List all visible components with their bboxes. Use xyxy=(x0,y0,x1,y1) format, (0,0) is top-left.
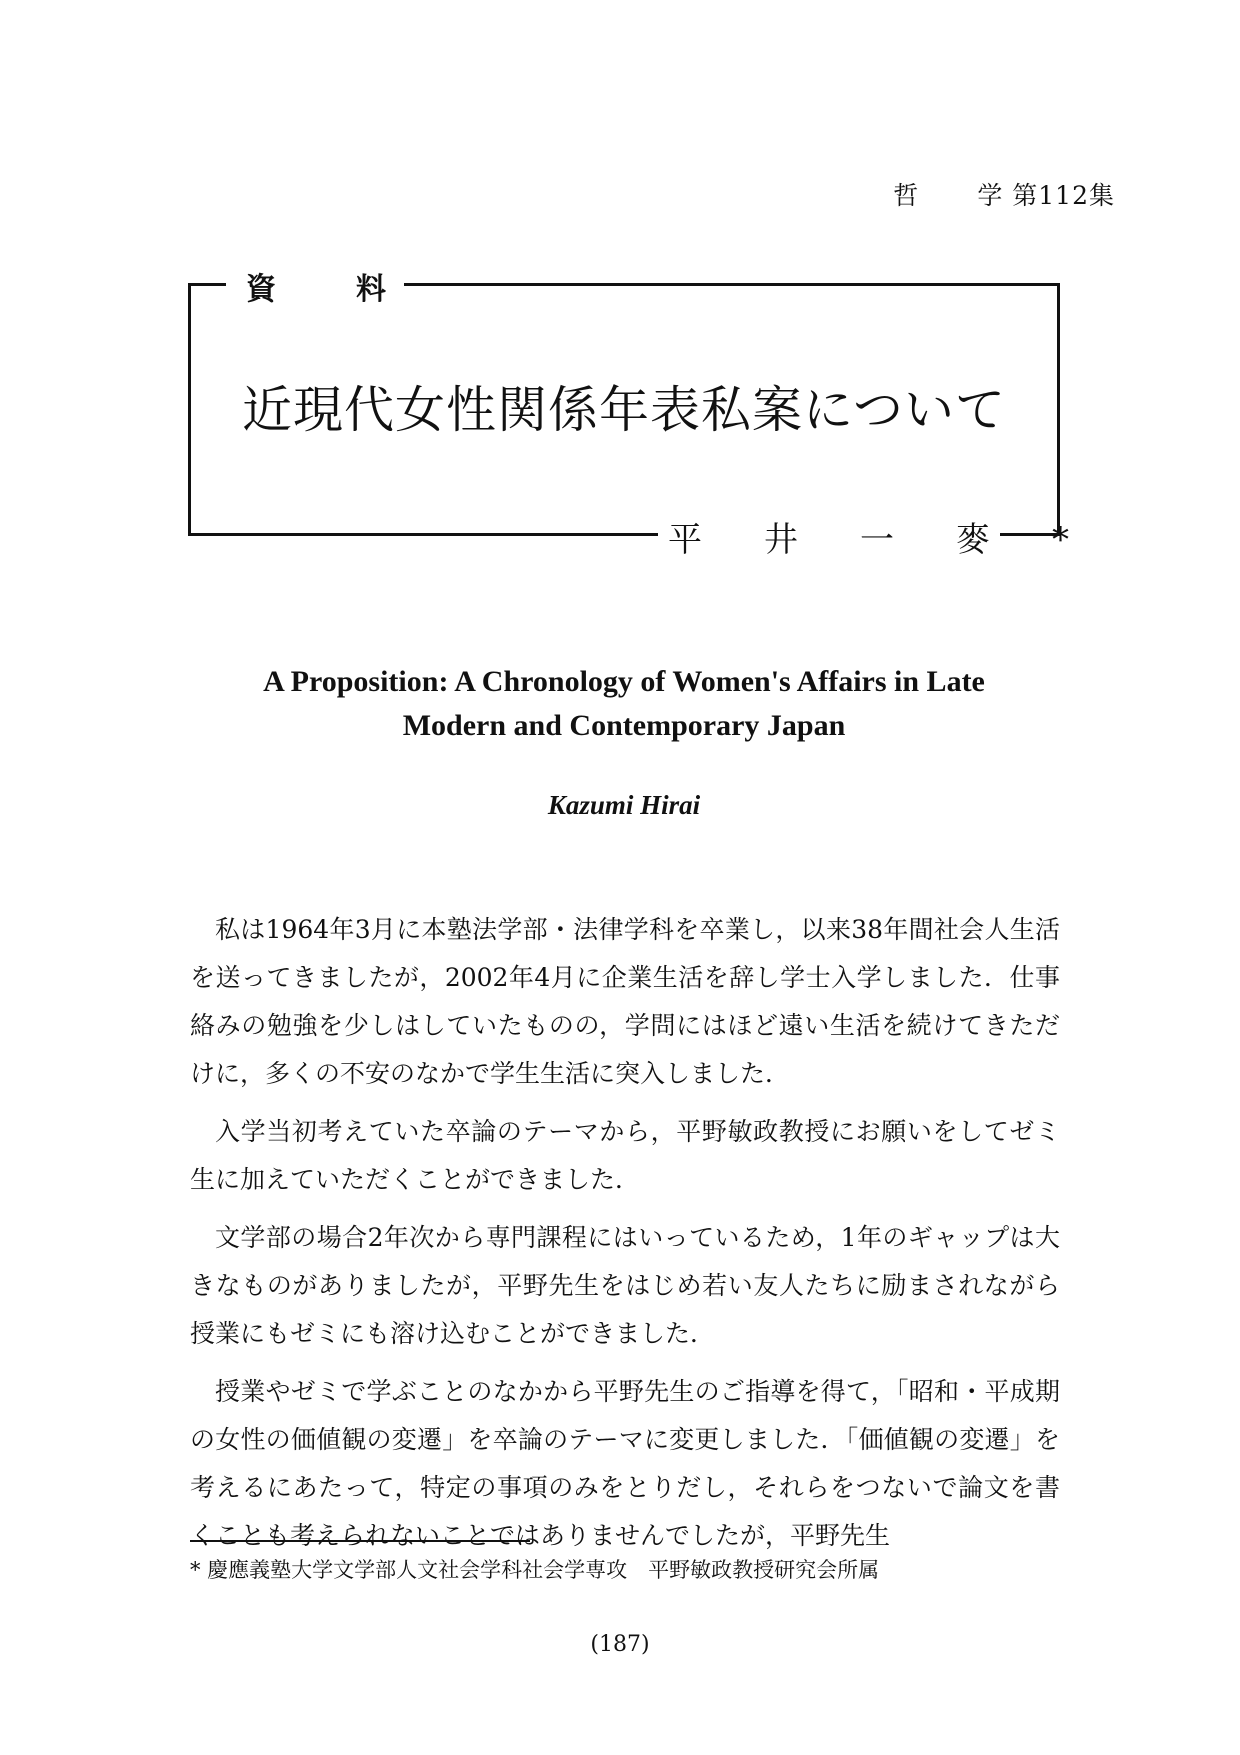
journal-name-part1: 哲 xyxy=(893,181,920,210)
body-paragraph: 私は1964年3月に本塾法学部・法律学科を卒業し，以来38年間社会人生活を送ってきましたが，2002年4月に企業生活を辞し学士入学しました．仕事絡みの勉強を少しはしていたものの，学問にはほど遠い生活を続けてきただけに，多くの不安のなかで学生生活に突入しました． xyxy=(190,915,1060,1088)
author-japanese: 平井一麥* xyxy=(668,520,1131,560)
japanese-title: 近現代女性関係年表私案について xyxy=(242,381,1006,439)
body-text xyxy=(190,906,1060,1570)
footnote: * 慶應義塾大学文学部人文社会学科社会学専攻 平野敏政教授研究会所属 xyxy=(190,1558,880,1582)
section-label-part1: 資 xyxy=(246,272,276,307)
page-number: (187) xyxy=(590,1632,650,1657)
journal-issue: 第112集 xyxy=(1012,181,1115,210)
english-title xyxy=(188,660,1060,748)
body-paragraph: 授業やゼミで学ぶことのなかから平野先生のご指導を得て，「昭和・平成期の女性の価値観の変遷」を卒論のテーマに変更しました．「価値観の変遷」を考えるにあたって，特定の事項のみをとりだし，それらをつないで論文を書くことも考えられないことではありませんでしたが，平野先生 xyxy=(190,1377,1060,1550)
footnote-rule xyxy=(190,1540,530,1542)
author-english: Kazumi Hirai xyxy=(547,790,701,820)
body-paragraph: 文学部の場合2年次から専門課程にはいっているため，1年のギャップは大きなものがありましたが，平野先生をはじめ若い友人たちに励まされながら授業にもゼミにも溶け込むことができました． xyxy=(190,1223,1060,1348)
frame-top-left-rule xyxy=(188,283,226,286)
section-label-part2: 料 xyxy=(356,272,386,307)
frame-top-right-rule xyxy=(404,283,1060,286)
english-title-line2: Modern and Contemporary Japan xyxy=(402,709,846,742)
english-title-line1: A Proposition: A Chronology of Women's Affairs in Late xyxy=(263,665,985,698)
frame-bottom-left-rule xyxy=(188,533,658,536)
journal-name-part2: 学 xyxy=(977,181,1004,210)
body-paragraph: 入学当初考えていた卒論のテーマから，平野敏政教授にお願いをしてゼミ生に加えていただくことができました． xyxy=(190,1117,1060,1194)
journal-header xyxy=(893,176,1115,212)
section-label xyxy=(246,264,386,308)
